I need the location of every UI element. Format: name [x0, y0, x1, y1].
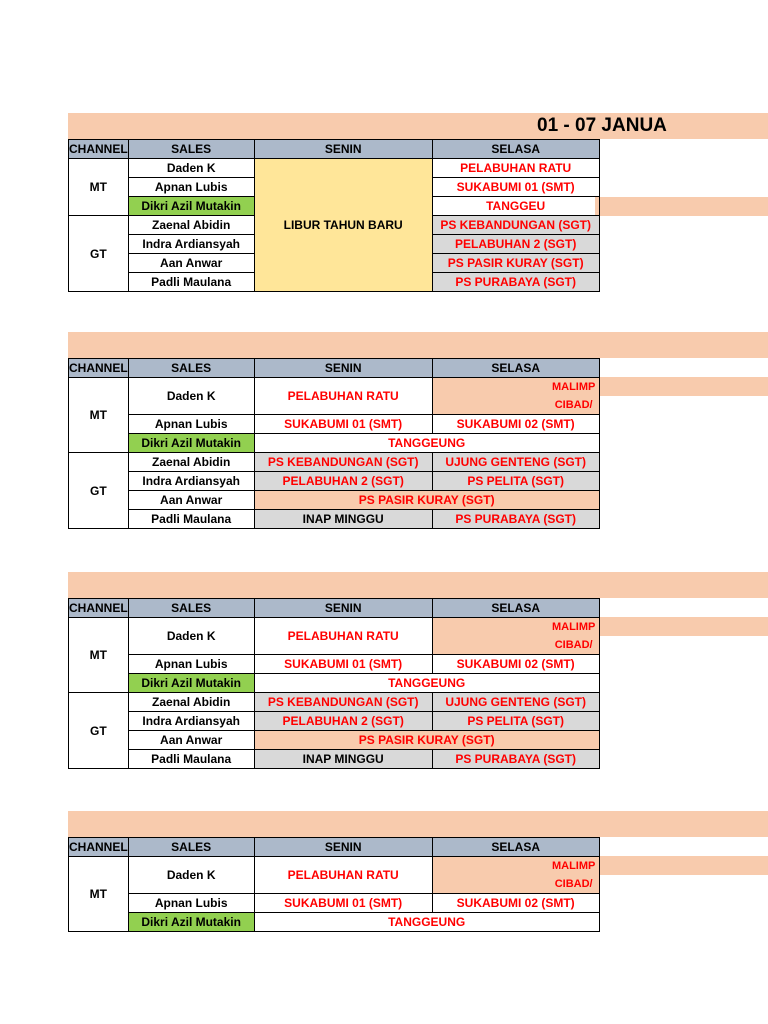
overflow-text-bottom: CIBAD/: [554, 399, 593, 411]
overflow-text-top: MALIMP: [551, 621, 596, 633]
header-sales: SALES: [128, 599, 254, 618]
channel-mt: MT: [69, 378, 129, 453]
table-row: [69, 159, 600, 178]
overflow-text-top: MALIMP: [551, 381, 596, 393]
week3-schedule-table: [68, 598, 600, 769]
sales-name: Zaenal Abidin: [128, 216, 254, 235]
table-row: [69, 415, 600, 434]
week4-overflow-bar: [595, 856, 768, 875]
week1-schedule-table: [68, 139, 600, 292]
table-row: [69, 491, 600, 510]
route-cell: PELABUHAN RATU: [254, 857, 432, 894]
sales-name: Zaenal Abidin: [128, 693, 254, 712]
table-row: [69, 655, 600, 674]
table-row: [69, 674, 600, 693]
route-cell: PELABUHAN 2 (SGT): [432, 235, 599, 254]
route-cell: SUKABUMI 01 (SMT): [254, 655, 432, 674]
header-senin: SENIN: [254, 140, 432, 159]
route-cell: SUKABUMI 02 (SMT): [432, 655, 599, 674]
sales-name: Aan Anwar: [128, 491, 254, 510]
route-cell: UJUNG GENTENG (SGT): [432, 453, 599, 472]
route-cell-merged: TANGGEUNG: [254, 674, 599, 693]
route-cell: SUKABUMI 02 (SMT): [432, 894, 599, 913]
route-cell: PELABUHAN RATU: [254, 618, 432, 655]
header-channel: CHANNEL: [69, 140, 129, 159]
sales-name: Indra Ardiansyah: [128, 235, 254, 254]
overflow-text-bottom: CIBAD/: [554, 878, 593, 890]
channel-mt: MT: [69, 857, 129, 932]
sales-name: Apnan Lubis: [128, 178, 254, 197]
header-senin: SENIN: [254, 359, 432, 378]
table-row: [69, 731, 600, 750]
route-cell: SUKABUMI 01 (SMT): [432, 178, 599, 197]
table-row: [69, 750, 600, 769]
sales-name: Zaenal Abidin: [128, 453, 254, 472]
header-senin: SENIN: [254, 599, 432, 618]
channel-mt: MT: [69, 159, 129, 216]
week3-overflow-bar: [595, 617, 768, 636]
header-sales: SALES: [128, 140, 254, 159]
week2-title-band: [68, 332, 768, 358]
sales-name: Apnan Lubis: [128, 655, 254, 674]
sales-name: Daden K: [128, 378, 254, 415]
header-selasa: SELASA: [432, 599, 599, 618]
sales-name-highlighted: Dikri Azil Mutakin: [128, 197, 254, 216]
header-sales: SALES: [128, 838, 254, 857]
week1-title-band: [68, 113, 768, 139]
table-row: [69, 618, 600, 655]
overflow-text-bottom: CIBAD/: [554, 639, 593, 651]
route-cell: PS PURABAYA (SGT): [432, 750, 599, 769]
sales-name: Aan Anwar: [128, 254, 254, 273]
week2-overflow-bar: [595, 377, 768, 396]
route-cell: TANGGEU: [432, 197, 599, 216]
route-cell: PS PASIR KURAY (SGT): [432, 254, 599, 273]
table-row: [69, 913, 600, 932]
sales-name-highlighted: Dikri Azil Mutakin: [128, 913, 254, 932]
route-cell: UJUNG GENTENG (SGT): [432, 693, 599, 712]
sales-name: Aan Anwar: [128, 731, 254, 750]
sales-name-highlighted: Dikri Azil Mutakin: [128, 434, 254, 453]
table-row: [69, 378, 600, 415]
route-cell-overflow: [432, 378, 599, 415]
sales-name: Daden K: [128, 618, 254, 655]
sales-name: Padli Maulana: [128, 273, 254, 292]
sales-name: Apnan Lubis: [128, 894, 254, 913]
table-header-row: [69, 838, 600, 857]
route-cell: INAP MINGGU: [254, 750, 432, 769]
sales-name: Daden K: [128, 159, 254, 178]
route-cell: PS PELITA (SGT): [432, 472, 599, 491]
header-selasa: SELASA: [432, 838, 599, 857]
sales-name: Daden K: [128, 857, 254, 894]
week3-title-band: [68, 572, 768, 598]
header-channel: CHANNEL: [69, 838, 129, 857]
channel-gt: GT: [69, 216, 129, 292]
route-cell: SUKABUMI 01 (SMT): [254, 415, 432, 434]
header-sales: SALES: [128, 359, 254, 378]
holiday-cell: LIBUR TAHUN BARU: [254, 159, 432, 292]
route-cell-merged: TANGGEUNG: [254, 434, 599, 453]
week4-title-band: [68, 811, 768, 837]
table-row: [69, 712, 600, 731]
table-header-row: [69, 140, 600, 159]
sales-name: Padli Maulana: [128, 750, 254, 769]
route-cell: PS KEBANDUNGAN (SGT): [432, 216, 599, 235]
sales-name: Padli Maulana: [128, 510, 254, 529]
table-row: [69, 434, 600, 453]
table-header-row: [69, 359, 600, 378]
channel-mt: MT: [69, 618, 129, 693]
table-row: [69, 510, 600, 529]
week1-overflow-bar: [595, 197, 768, 216]
route-cell: PS PURABAYA (SGT): [432, 273, 599, 292]
header-selasa: SELASA: [432, 359, 599, 378]
route-cell-overflow: [432, 618, 599, 655]
header-selasa: SELASA: [432, 140, 599, 159]
header-channel: CHANNEL: [69, 599, 129, 618]
route-cell: PELABUHAN RATU: [254, 378, 432, 415]
route-cell: PELABUHAN 2 (SGT): [254, 472, 432, 491]
week1-right-blank: [595, 139, 768, 158]
table-row: [69, 693, 600, 712]
week4-schedule-table: [68, 837, 600, 932]
header-senin: SENIN: [254, 838, 432, 857]
route-cell: INAP MINGGU: [254, 510, 432, 529]
channel-gt: GT: [69, 453, 129, 529]
route-cell: PS KEBANDUNGAN (SGT): [254, 453, 432, 472]
route-cell-merged: PS PASIR KURAY (SGT): [254, 491, 599, 510]
route-cell: PELABUHAN 2 (SGT): [254, 712, 432, 731]
week2-schedule-table: [68, 358, 600, 529]
table-row: [69, 894, 600, 913]
route-cell: PS PURABAYA (SGT): [432, 510, 599, 529]
route-cell-merged: TANGGEUNG: [254, 913, 599, 932]
sales-name: Indra Ardiansyah: [128, 712, 254, 731]
route-cell: PELABUHAN RATU: [432, 159, 599, 178]
route-cell: SUKABUMI 01 (SMT): [254, 894, 432, 913]
route-cell: SUKABUMI 02 (SMT): [432, 415, 599, 434]
overflow-text-top: MALIMP: [551, 860, 596, 872]
route-cell-merged: PS PASIR KURAY (SGT): [254, 731, 599, 750]
table-row: [69, 453, 600, 472]
table-row: [69, 857, 600, 894]
sales-name-highlighted: Dikri Azil Mutakin: [128, 674, 254, 693]
header-channel: CHANNEL: [69, 359, 129, 378]
route-cell: PS KEBANDUNGAN (SGT): [254, 693, 432, 712]
route-cell-overflow: [432, 857, 599, 894]
sales-name: Indra Ardiansyah: [128, 472, 254, 491]
channel-gt: GT: [69, 693, 129, 769]
week1-title: 01 - 07 JANUA: [537, 115, 667, 136]
table-row: [69, 472, 600, 491]
route-cell: PS PELITA (SGT): [432, 712, 599, 731]
table-header-row: [69, 599, 600, 618]
sales-name: Apnan Lubis: [128, 415, 254, 434]
